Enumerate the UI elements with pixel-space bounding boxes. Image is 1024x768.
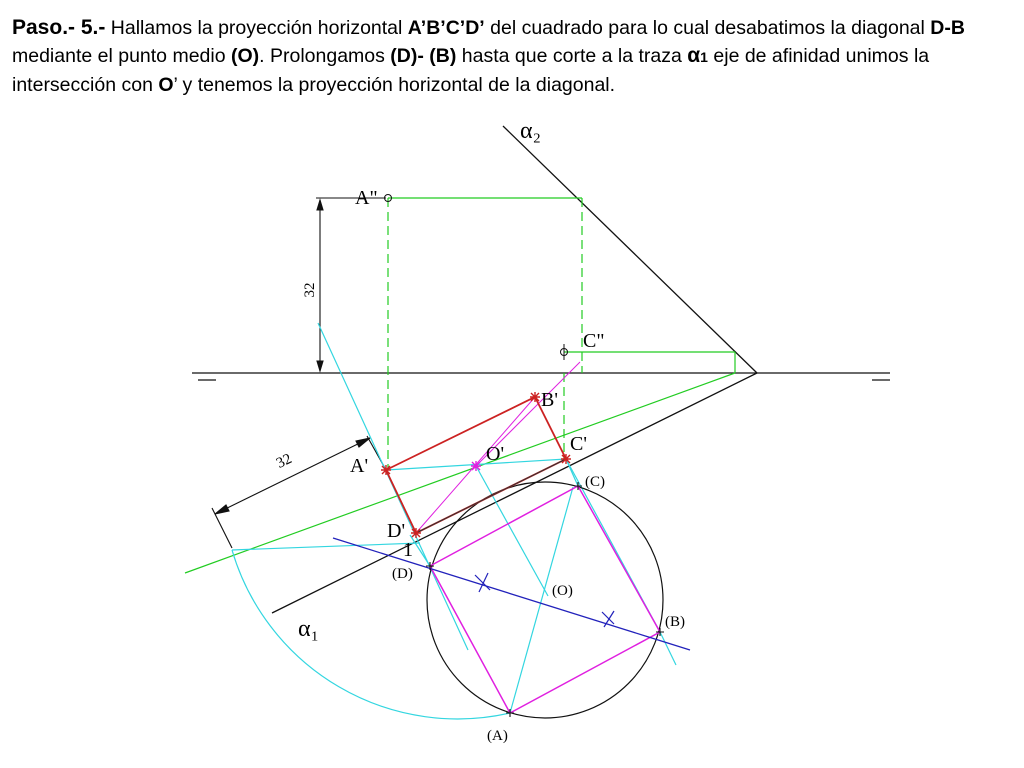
caption-part: ’ y tenemos la proyección horizontal de la diagonal.: [173, 74, 616, 96]
dim-vertical-label: 32: [302, 282, 318, 298]
caption-part: Hallamos la proyección horizontal: [105, 17, 408, 39]
dim-oblique-label: 32: [273, 450, 295, 472]
trace-alpha2: [503, 126, 757, 373]
label-B1: B': [541, 389, 558, 411]
caption-part: O: [158, 74, 174, 96]
circle-abatimiento: [427, 482, 663, 718]
label-alpha1: α₁: [298, 616, 319, 642]
blue-diagonal: [333, 538, 690, 650]
label-D1: D': [387, 520, 406, 542]
label-A2: A": [355, 187, 378, 209]
green-construction: [185, 198, 735, 573]
caption-part: α: [687, 44, 701, 67]
caption-part: D-B: [930, 17, 965, 39]
label-C2: C": [583, 330, 605, 352]
caption-part: (O): [230, 45, 260, 67]
caption-part: 1: [700, 49, 708, 65]
caption-part: . Prolongamos: [259, 45, 391, 67]
label-D-abatido: (D): [392, 566, 413, 582]
caption-part: eje de afinidad unimos la intersección con: [12, 45, 930, 96]
caption-part: (D)- (B): [390, 45, 457, 67]
caption-part: mediante el punto medio: [12, 45, 231, 67]
caption-part: hasta que corte a la traza: [456, 45, 688, 67]
label-O1: O': [486, 443, 505, 465]
caption-part: A’B’C’D’: [407, 17, 485, 39]
magenta-star: [471, 461, 481, 471]
caption-part: del cuadrado para lo cual desabatimos la diagonal: [484, 17, 931, 39]
label-C1: C': [570, 433, 587, 455]
label-alpha2: α₂: [520, 118, 541, 144]
step-label: Paso.- 5.-: [12, 16, 106, 39]
label-C-abatido: (C): [585, 474, 605, 490]
label-one: 1: [403, 539, 413, 561]
blue-ticks: [475, 573, 614, 627]
trace-alpha1: [272, 373, 757, 613]
point-markers: [385, 195, 568, 361]
label-A1: A': [350, 455, 369, 477]
square-abatido: [430, 486, 660, 713]
label-B-abatido: (B): [665, 614, 685, 630]
label-A-abatido: (A): [487, 728, 508, 744]
thin-black-diag: [416, 459, 566, 533]
label-O-abatido: (O): [552, 583, 573, 599]
